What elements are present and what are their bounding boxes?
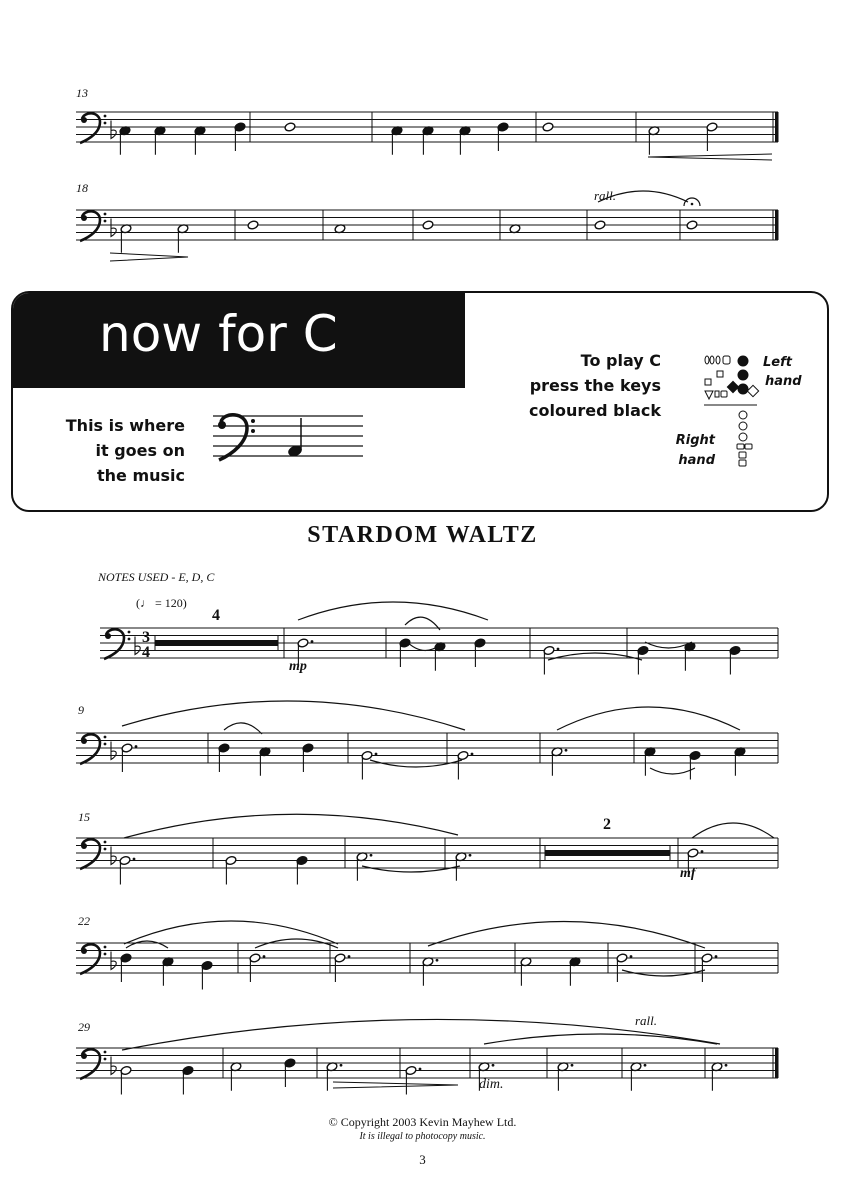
flat-icon bbox=[111, 847, 116, 865]
note bbox=[684, 642, 696, 671]
time-sig-top: 3 bbox=[142, 629, 150, 646]
note bbox=[302, 743, 314, 772]
rall-direction: rall. bbox=[594, 188, 617, 203]
right-hand-line-1: Right bbox=[675, 433, 715, 448]
piece-title: STARDOM WALTZ bbox=[307, 522, 538, 548]
slur bbox=[428, 921, 705, 948]
rall-direction-2: rall. bbox=[635, 1013, 658, 1028]
bass-clef-icon bbox=[104, 629, 140, 659]
note bbox=[119, 126, 131, 155]
note bbox=[594, 220, 606, 230]
note bbox=[121, 743, 137, 772]
note bbox=[284, 122, 296, 132]
note bbox=[434, 642, 446, 671]
note bbox=[729, 645, 741, 674]
measure-number-9: 9 bbox=[78, 703, 84, 717]
now-for-c-box bbox=[11, 291, 829, 512]
note bbox=[120, 953, 132, 982]
where-text bbox=[37, 413, 185, 488]
c-note-staff bbox=[213, 408, 363, 468]
note bbox=[405, 1065, 421, 1094]
play-line-3: coloured black bbox=[529, 401, 661, 420]
note bbox=[648, 126, 660, 155]
note bbox=[399, 638, 411, 667]
note bbox=[225, 855, 237, 884]
slur bbox=[124, 921, 338, 944]
note bbox=[644, 747, 656, 776]
note bbox=[201, 960, 213, 989]
note bbox=[616, 953, 632, 982]
measure-number-18: 18 bbox=[76, 181, 88, 195]
hairpin bbox=[110, 253, 188, 261]
note bbox=[218, 743, 230, 772]
note bbox=[182, 1065, 194, 1094]
page-number: 3 bbox=[419, 1152, 426, 1167]
note bbox=[474, 638, 486, 667]
note bbox=[162, 957, 174, 986]
dynamic-mf: mf bbox=[680, 866, 696, 881]
note bbox=[734, 747, 746, 776]
note bbox=[422, 220, 434, 230]
staff-system bbox=[76, 1048, 778, 1078]
multirest-count-4: 4 bbox=[212, 607, 220, 624]
tie bbox=[650, 768, 695, 774]
play-line-1: To play C bbox=[580, 351, 661, 370]
note bbox=[569, 957, 581, 986]
slur bbox=[126, 941, 168, 948]
measure-number-15: 15 bbox=[78, 810, 90, 824]
note bbox=[686, 220, 698, 230]
right-hand-line-2: hand bbox=[678, 453, 715, 468]
note bbox=[630, 1062, 646, 1091]
bass-clef-icon bbox=[80, 211, 116, 241]
note bbox=[334, 953, 350, 982]
slur bbox=[557, 707, 740, 730]
notes-used: NOTES USED - E, D, C bbox=[98, 570, 215, 584]
slur bbox=[484, 1034, 717, 1044]
dynamic-mp: mp bbox=[289, 659, 307, 674]
note bbox=[177, 224, 189, 253]
flat-icon bbox=[111, 121, 116, 139]
note bbox=[457, 750, 473, 779]
slur bbox=[692, 823, 774, 838]
bass-clef-icon bbox=[80, 839, 116, 869]
flat-icon bbox=[111, 952, 116, 970]
note bbox=[520, 957, 532, 986]
tempo-marking: (♩ = 120) bbox=[136, 596, 187, 610]
left-hand-line-2: hand bbox=[765, 374, 802, 389]
note bbox=[701, 953, 717, 982]
note bbox=[154, 126, 166, 155]
slur bbox=[122, 701, 465, 730]
note bbox=[422, 126, 434, 155]
c-note bbox=[287, 418, 304, 458]
play-line-2: press the keys bbox=[529, 376, 661, 395]
right-hand-label bbox=[671, 431, 715, 471]
note bbox=[284, 1058, 296, 1087]
multirest-bar bbox=[155, 640, 278, 646]
note bbox=[194, 126, 206, 155]
note bbox=[711, 1062, 727, 1091]
bass-clef-icon bbox=[80, 734, 116, 764]
tie bbox=[548, 653, 642, 660]
dynamic-dim: dim. bbox=[479, 1077, 504, 1092]
multirest-count-2: 2 bbox=[603, 816, 611, 833]
copyright: © Copyright 2003 Kevin Mayhew Ltd. bbox=[328, 1115, 517, 1129]
hairpin bbox=[333, 1082, 458, 1088]
note bbox=[326, 1062, 342, 1091]
note bbox=[542, 122, 554, 132]
bass-clef-icon bbox=[80, 944, 116, 974]
note bbox=[249, 953, 265, 982]
time-sig-bottom: 4 bbox=[142, 644, 150, 661]
flat-icon bbox=[111, 742, 116, 760]
heading-banner bbox=[13, 293, 465, 388]
note bbox=[230, 1062, 242, 1091]
note bbox=[119, 855, 135, 884]
note bbox=[361, 750, 377, 779]
note bbox=[120, 1065, 132, 1094]
bass-clef-icon bbox=[80, 113, 116, 143]
note bbox=[706, 122, 718, 151]
note bbox=[557, 1062, 573, 1091]
where-line-3: the music bbox=[96, 466, 185, 485]
note bbox=[551, 747, 567, 776]
note bbox=[247, 220, 259, 230]
note bbox=[259, 747, 271, 776]
flat-icon bbox=[135, 637, 140, 655]
staff-system bbox=[76, 733, 778, 763]
note bbox=[637, 645, 649, 674]
bass-clef-icon bbox=[218, 415, 255, 460]
slur bbox=[224, 723, 262, 734]
note bbox=[459, 126, 471, 155]
bass-clef-icon bbox=[80, 1049, 116, 1079]
note bbox=[391, 126, 403, 155]
note bbox=[543, 645, 559, 674]
slur bbox=[298, 602, 488, 620]
multirest-bar bbox=[545, 850, 670, 856]
box-heading: now for C bbox=[99, 305, 338, 363]
note bbox=[689, 750, 701, 779]
note bbox=[234, 122, 246, 151]
flat-icon bbox=[111, 219, 116, 237]
play-text bbox=[483, 348, 661, 423]
flat-icon bbox=[111, 1057, 116, 1075]
left-hand-line-1: Left bbox=[763, 355, 792, 370]
staff-system bbox=[76, 838, 778, 868]
left-hand-label bbox=[763, 353, 802, 391]
where-line-1: This is where bbox=[65, 416, 185, 435]
measure-number-22: 22 bbox=[78, 914, 90, 928]
note bbox=[296, 855, 308, 884]
photocopy-notice: It is illegal to photocopy music. bbox=[359, 1131, 486, 1142]
note bbox=[422, 957, 438, 986]
note bbox=[497, 122, 509, 151]
measure-number-29: 29 bbox=[78, 1020, 90, 1034]
hairpin bbox=[648, 154, 772, 160]
slur bbox=[124, 814, 458, 838]
note bbox=[120, 224, 132, 253]
where-line-2: it goes on bbox=[95, 441, 185, 460]
measure-number-13: 13 bbox=[76, 86, 88, 100]
